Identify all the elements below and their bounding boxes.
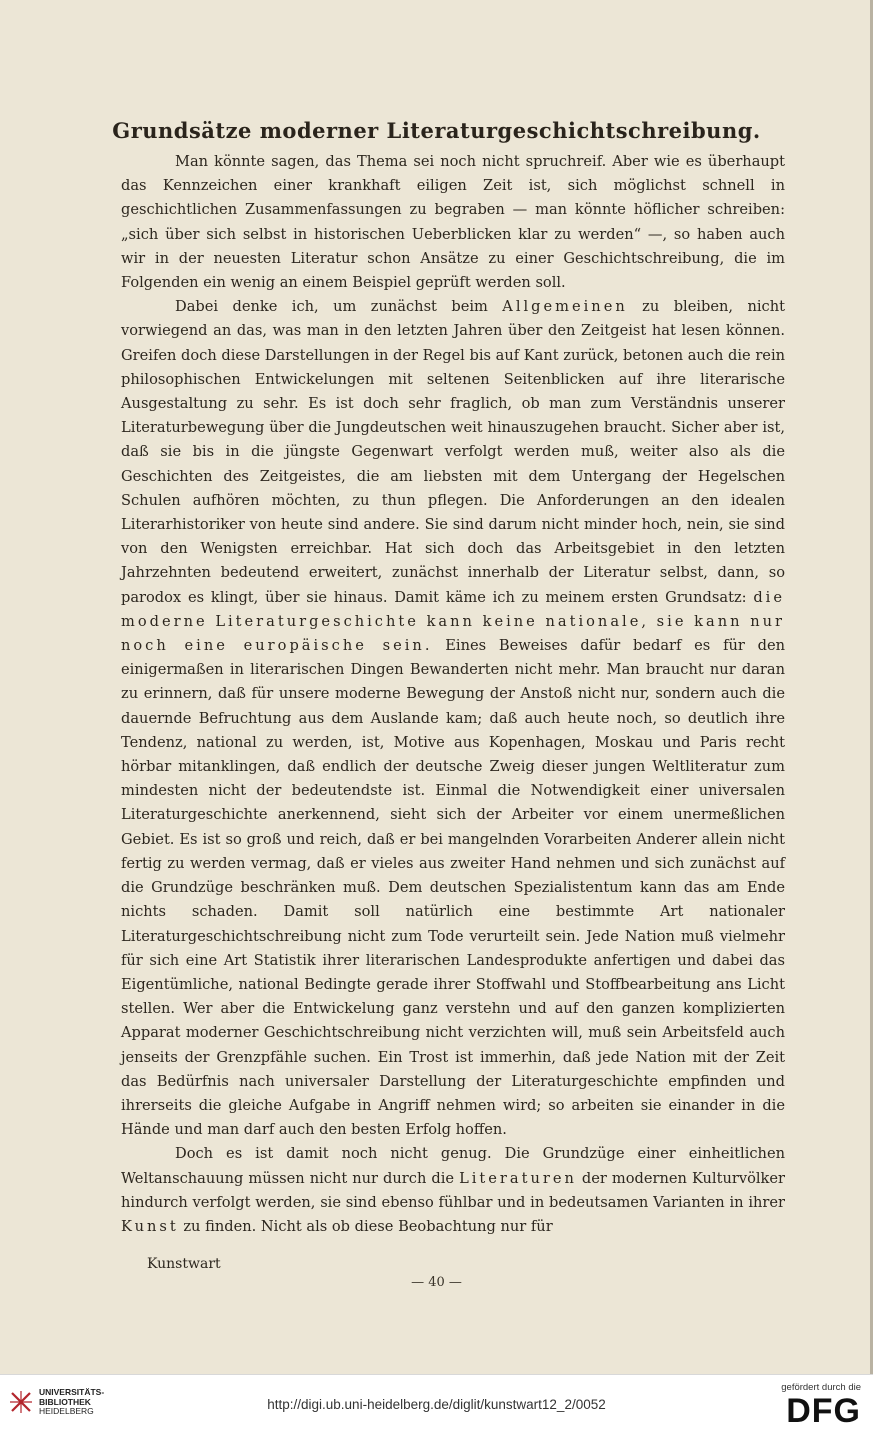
text-run: zu finden. Nicht als ob diese Beobachtung nur für xyxy=(178,1217,553,1235)
page-number: — 40 — xyxy=(411,1275,462,1290)
paragraph xyxy=(121,295,785,1142)
emphasized-text: die moderne Literaturgeschichte kann keine nationale, sie kann nur noch eine europäische sein. xyxy=(121,588,785,655)
funder-credit xyxy=(781,1382,861,1429)
text-run: Dabei denke ich, um zunächst beim xyxy=(175,298,503,316)
article-body xyxy=(121,150,785,1239)
page-title: Grundsätze moderner Literaturgeschichtschreibung. xyxy=(112,118,761,143)
text-run: zu bleiben, nicht vorwiegend an das, was man in den letzten Jahren über den Zeitgeist hat lesen können. Greifen doch diese Darstellungen in der Regel bis auf Kant zurück, betonen auch die rein philosophischen Entwickelungen mit seltenen Seitenblicken auf ihre literarische Ausgestaltung zu sehr. Es ist doch sehr fraglich, ob man zum Verständnis unserer Literaturbewegung über die Jungdeutschen weit hinauszugehen braucht. Sicher aber ist, daß sie bis in die jüngste Gegenwart verfolgt werden muß, weiter also als die Geschichten des Zeitgeistes, die am liebsten mit dem Untergang der Hegelschen Schulen aufhören möchten, zu thun pflegen. Die Anforderungen an den idealen Literarhistoriker von heute sind andere. Sie sind darum nicht minder hoch, nein, sie sind von den Wenigsten erreichbar. Hat sich doch das Arbeitsgebiet in den letzten Jahrzehnten bedeutend erweitert, zunächst innerhalb der Literatur selbst, dann, so parodox es klingt, über sie hinaus. Damit käme ich zu meinem ersten Grundsatz: xyxy=(121,298,786,606)
library-logo-line: BIBLIOTHEK xyxy=(39,1396,91,1407)
text-run: Doch es ist damit noch nicht genug. Die Grundzüge einer einheitlichen Weltanschauung müssen nicht nur durch die xyxy=(121,1145,785,1187)
viewer-footer-bar xyxy=(0,1374,873,1437)
running-footer: Kunstwart xyxy=(147,1256,221,1272)
funder-caption: gefördert durch die xyxy=(781,1382,861,1393)
emphasized-text: Kunst xyxy=(121,1217,179,1235)
emphasized-text: Literaturen xyxy=(459,1169,577,1187)
paragraph xyxy=(121,1142,785,1239)
emphasized-text: Allgemeinen xyxy=(502,298,628,316)
text-run: Man könnte sagen, das Thema sei noch nicht spruchreif. Aber wie es überhaupt das Kennzeichen einer krankhaft eiligen Zeit ist, sich möglichst schnell in geschichtlichen Zusammenfassungen zu begraben — man könnte höflicher schreiben: „sich über sich selbst in historischen Ueberblicken klar zu werden“ —, so haben auch wir in der neuesten Literatur schon Ansätze zu einer Geschichtschreibung, die im Folgenden ein wenig an einem Beispiel geprüft werden soll. xyxy=(121,153,785,292)
dfg-logo[interactable]: DFG xyxy=(786,1392,861,1430)
text-run: Eines Beweises dafür bedarf es für den einigermaßen in literarischen Dingen Bewanderten nicht mehr. Man braucht nur daran zu erinnern, daß für unsere moderne Bewegung der Anstoß nicht nur, sondern auch die dauernde Befruchtung aus dem Auslande kam; daß auch heute noch, so deutlich ihre Tendenz, national zu werden, ist, Motive aus Kopenhagen, Moskau und Paris recht hörbar mitanklingen, daß endlich der deutsche Zweig dieser jungen Weltliteratur zum mindesten nicht der bedeutendste ist. Einmal die Notwendigkeit einer universalen Literaturgeschichte anerkennend, sieht sich der Arbeiter vor einem unermeßlichen Gebiet. Es ist so groß und reich, daß er bei mangelnden Vorarbeiten Anderer allein nicht fertig zu werden vermag, daß er vieles aus zweiter Hand nehmen und sich zunächst auf die Grundzüge beschränken muß. Dem deutschen Spezialistentum kann das am Ende nichts schaden. Damit soll natürlich eine bestimmte Art nationaler Literaturgeschichtschreibung nicht zum Tode verurteilt sein. Jede Nation muß vielmehr für sich eine Art Statistik ihrer literarischen Landesprodukte anfertigen und dabei das Eigentümliche, national Bedingte gerade ihrer Stoffwahl und Stoffbearbeitung ans Licht stellen. Wer aber die Entwickelung ganz verstehn und auf den ganzen komplizierten Apparat moderner Geschichtschreibung nicht verzichten will, muß sein Arbeitsfeld auch jenseits der Grenzpfähle suchen. Ein Trost ist immerhin, daß jede Nation mit der Zeit das Bedürfnis nach universaler Darstellung der Literaturgeschichte empfinden und ihrerseits die gleiche Aufgabe in Angriff nehmen wird; so arbeiten sie einander in die Hände und man darf auch den besten Erfolg hoffen. xyxy=(121,637,785,1139)
library-logo-line: HEIDELBERG xyxy=(39,1406,94,1416)
paragraph xyxy=(121,150,785,295)
text-run: der modernen Kulturvölker hindurch verfolgt werden, sie sind ebenso fühlbar und in bedeutsamen Varianten in ihrer xyxy=(121,1169,785,1211)
library-logo-line: UNIVERSITÄTS- xyxy=(39,1387,105,1397)
permalink-url[interactable]: http://digi.ub.uni-heidelberg.de/diglit/kunstwart12_2/0052 xyxy=(267,1397,606,1412)
